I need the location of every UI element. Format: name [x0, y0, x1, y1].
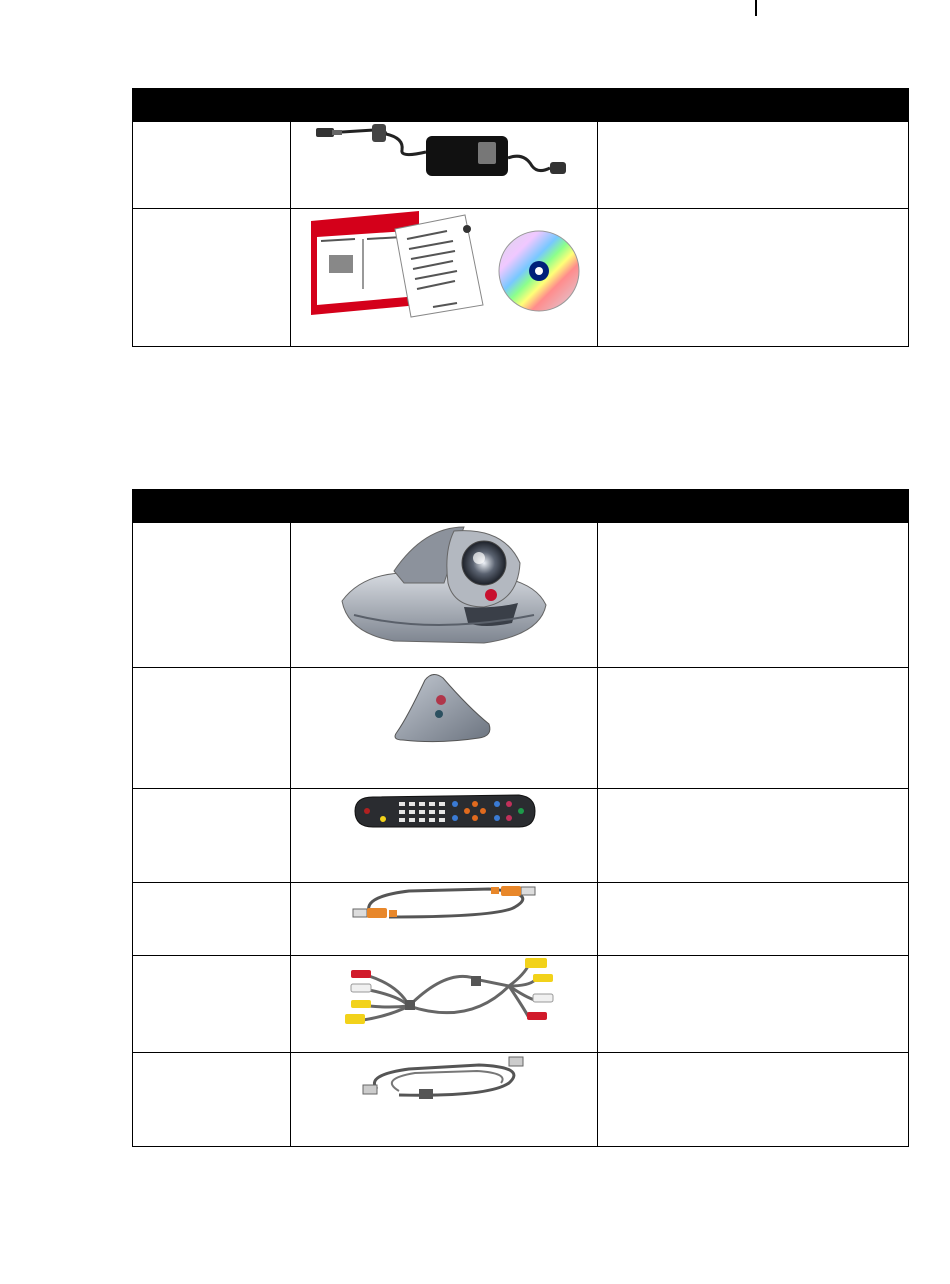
- item-cell: [133, 209, 291, 347]
- table-header-description: [598, 490, 909, 523]
- table-header-image: [291, 89, 598, 122]
- item-cell: [133, 956, 291, 1053]
- description-cell: [598, 523, 909, 668]
- image-cell: [291, 883, 598, 956]
- item-cell: [133, 523, 291, 668]
- table-header-item: [133, 490, 291, 523]
- description-cell: [598, 883, 909, 956]
- table-row: [133, 209, 909, 347]
- image-cell: [291, 523, 598, 668]
- camera-base-unit-icon: [334, 523, 554, 649]
- item-cell: [133, 883, 291, 956]
- item-cell: [133, 1053, 291, 1147]
- table-row: [133, 122, 909, 209]
- table-header-row: [133, 89, 909, 122]
- accessories-table-bottom: [132, 489, 909, 1147]
- item-cell: [133, 789, 291, 883]
- description-cell: [598, 789, 909, 883]
- documentation-and-cd-icon: [307, 209, 581, 319]
- item-cell: [133, 122, 291, 209]
- remote-control-icon: [349, 789, 539, 835]
- table-header-row: [133, 490, 909, 523]
- phone-cable-icon: [359, 1053, 529, 1103]
- av-cable-icon: [329, 956, 559, 1032]
- image-cell: [291, 122, 598, 209]
- network-cable-icon: [349, 883, 539, 923]
- image-cell: [291, 956, 598, 1053]
- description-cell: [598, 956, 909, 1053]
- item-cell: [133, 668, 291, 789]
- image-cell: [291, 789, 598, 883]
- page-rule-tick: [755, 0, 757, 16]
- table-row: [133, 1053, 909, 1147]
- description-cell: [598, 209, 909, 347]
- image-cell: [291, 209, 598, 347]
- table-row: [133, 956, 909, 1053]
- power-supply-icon: [314, 122, 574, 182]
- microphone-pod-icon: [389, 668, 499, 748]
- description-cell: [598, 668, 909, 789]
- table-row: [133, 789, 909, 883]
- table-row: [133, 883, 909, 956]
- accessories-table-top: [132, 88, 909, 347]
- table-row: [133, 668, 909, 789]
- table-header-item: [133, 89, 291, 122]
- description-cell: [598, 122, 909, 209]
- image-cell: [291, 668, 598, 789]
- table-row: [133, 523, 909, 668]
- image-cell: [291, 1053, 598, 1147]
- description-cell: [598, 1053, 909, 1147]
- table-header-image: [291, 490, 598, 523]
- table-header-description: [598, 89, 909, 122]
